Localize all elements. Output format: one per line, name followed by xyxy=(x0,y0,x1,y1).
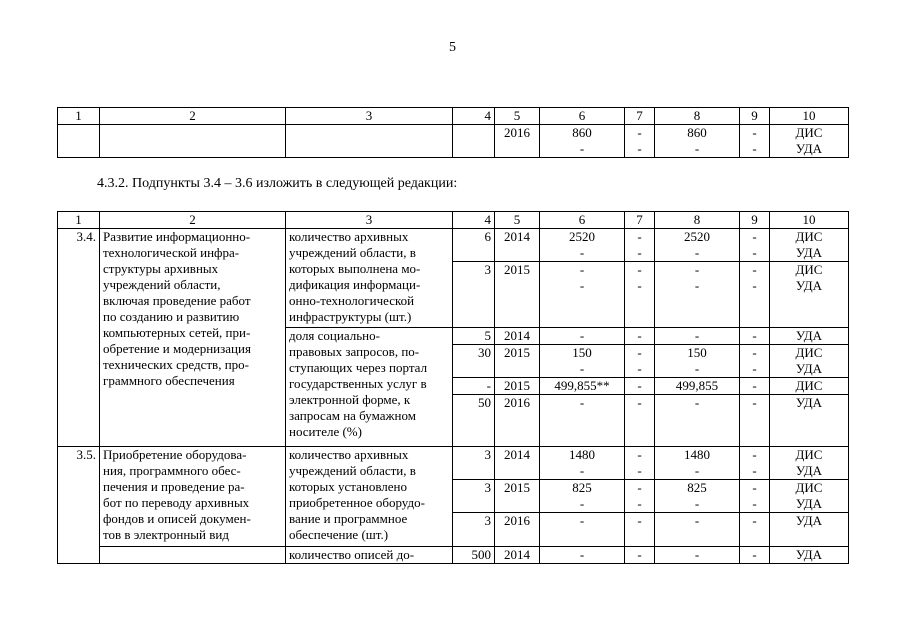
cell: - xyxy=(740,328,770,345)
cell: 150 - xyxy=(655,345,740,378)
cell: 3 xyxy=(453,262,495,328)
cell: ДИС УДА xyxy=(770,447,849,480)
cell: - - xyxy=(740,125,770,158)
cell xyxy=(286,125,453,158)
indicator: количество описей до- xyxy=(286,547,453,564)
item-name-continuation xyxy=(100,547,286,564)
cell: 2014 xyxy=(495,328,540,345)
item-number: 3.4. xyxy=(58,229,100,447)
cell xyxy=(100,125,286,158)
header-cell: 8 xyxy=(655,108,740,125)
header-cell: 6 xyxy=(540,212,625,229)
cell: - xyxy=(655,328,740,345)
indicator: доля социально- правовых запросов, по- ступающих через портал государственных услуг в электронной форме, к запросам на бумажном носителе (%) xyxy=(286,328,453,447)
main-table xyxy=(57,211,849,564)
cell: - - xyxy=(740,480,770,513)
cell: 2015 xyxy=(495,378,540,395)
header-cell: 6 xyxy=(540,108,625,125)
cell: 3 xyxy=(453,480,495,513)
cell: 2520 - xyxy=(540,229,625,262)
cell: - - xyxy=(625,345,655,378)
cell: - xyxy=(740,378,770,395)
table-row xyxy=(58,125,849,158)
cell: УДА xyxy=(770,395,849,447)
cell: 2014 xyxy=(495,547,540,564)
cell: - xyxy=(655,395,740,447)
cell: 5 xyxy=(453,328,495,345)
cell: ДИС УДА xyxy=(770,229,849,262)
cell: УДА xyxy=(770,328,849,345)
header-cell: 2 xyxy=(100,108,286,125)
table-row xyxy=(58,547,849,564)
cell: 30 xyxy=(453,345,495,378)
cell: - - xyxy=(540,262,625,328)
cell: - xyxy=(540,395,625,447)
cell: 2520 - xyxy=(655,229,740,262)
cell: - xyxy=(740,513,770,547)
cell: - xyxy=(740,395,770,447)
cell: 499,855** xyxy=(540,378,625,395)
cell: ДИС УДА xyxy=(770,262,849,328)
cell: - - xyxy=(625,447,655,480)
table-row xyxy=(58,447,849,480)
cell: 2014 xyxy=(495,229,540,262)
header-cell: 5 xyxy=(495,212,540,229)
cell: - xyxy=(625,378,655,395)
cell: 825 - xyxy=(540,480,625,513)
cell: - xyxy=(540,513,625,547)
cell: - - xyxy=(625,125,655,158)
continuation-table xyxy=(57,107,849,158)
cell: 50 xyxy=(453,395,495,447)
cell: УДА xyxy=(770,547,849,564)
page-number: 5 xyxy=(449,40,456,55)
header-cell: 7 xyxy=(625,212,655,229)
cell: 2015 xyxy=(495,480,540,513)
item-name: Приобретение оборудова- ния, программного обес- печения и проведение ра- бот по переводу архивных фондов и описей докумен- тов в электронный вид xyxy=(100,447,286,547)
header-cell: 8 xyxy=(655,212,740,229)
header-cell: 7 xyxy=(625,108,655,125)
indicator: количество архивных учреждений области, в которых установлено приобретенное оборудо- вание и программное обеспечение (шт.) xyxy=(286,447,453,547)
header-cell: 5 xyxy=(495,108,540,125)
cell: 2015 xyxy=(495,345,540,378)
cell: - xyxy=(625,547,655,564)
cell: 2016 xyxy=(495,395,540,447)
cell: 2016 xyxy=(495,125,540,158)
table-row xyxy=(58,229,849,262)
cell: - - xyxy=(625,480,655,513)
cell: - xyxy=(655,547,740,564)
cell: - - xyxy=(740,229,770,262)
item-name: Развитие информационно- технологической инфра- структуры архивных учреждений области, включая проведение работ по созданию и развитию компьютерных сетей, при- обретение и модернизация технических средств, про- граммного обеспечения xyxy=(100,229,286,447)
cell: - - xyxy=(625,262,655,328)
cell: ДИС УДА xyxy=(770,125,849,158)
cell: - xyxy=(540,328,625,345)
cell: 1480 - xyxy=(655,447,740,480)
cell: ДИС УДА xyxy=(770,345,849,378)
table-header-row xyxy=(58,212,849,229)
header-cell: 10 xyxy=(770,212,849,229)
cell: ДИС УДА xyxy=(770,480,849,513)
header-cell: 3 xyxy=(286,108,453,125)
header-cell: 4 xyxy=(453,212,495,229)
cell: - xyxy=(540,547,625,564)
header-cell: 2 xyxy=(100,212,286,229)
table-header-row xyxy=(58,108,849,125)
cell: 150 - xyxy=(540,345,625,378)
cell: 2016 xyxy=(495,513,540,547)
cell: - - xyxy=(740,262,770,328)
item-number: 3.5. xyxy=(58,447,100,564)
cell: - xyxy=(740,547,770,564)
cell: 860 - xyxy=(655,125,740,158)
amendment-paragraph: 4.3.2. Подпункты 3.4 – 3.6 изложить в следующей редакции: xyxy=(97,176,458,191)
cell: - xyxy=(453,378,495,395)
cell: - xyxy=(655,513,740,547)
cell: ДИС xyxy=(770,378,849,395)
cell: 3 xyxy=(453,447,495,480)
cell: УДА xyxy=(770,513,849,547)
cell: 2015 xyxy=(495,262,540,328)
cell: - - xyxy=(625,229,655,262)
header-cell: 3 xyxy=(286,212,453,229)
header-cell: 1 xyxy=(58,212,100,229)
cell: 6 xyxy=(453,229,495,262)
cell: 500 xyxy=(453,547,495,564)
header-cell: 1 xyxy=(58,108,100,125)
cell xyxy=(453,125,495,158)
cell: 825 - xyxy=(655,480,740,513)
header-cell: 10 xyxy=(770,108,849,125)
cell: - - xyxy=(740,447,770,480)
cell: - - xyxy=(655,262,740,328)
cell: - xyxy=(625,328,655,345)
cell: 499,855 xyxy=(655,378,740,395)
cell: 2014 xyxy=(495,447,540,480)
cell: - xyxy=(625,395,655,447)
cell: 1480 - xyxy=(540,447,625,480)
header-cell: 9 xyxy=(740,108,770,125)
cell: 860 - xyxy=(540,125,625,158)
cell: - xyxy=(625,513,655,547)
header-cell: 9 xyxy=(740,212,770,229)
header-cell: 4 xyxy=(453,108,495,125)
indicator: количество архивных учреждений области, в которых выполнена мо- дификация информаци- онно-технологической инфраструктуры (шт.) xyxy=(286,229,453,328)
cell xyxy=(58,125,100,158)
cell: - - xyxy=(740,345,770,378)
cell: 3 xyxy=(453,513,495,547)
